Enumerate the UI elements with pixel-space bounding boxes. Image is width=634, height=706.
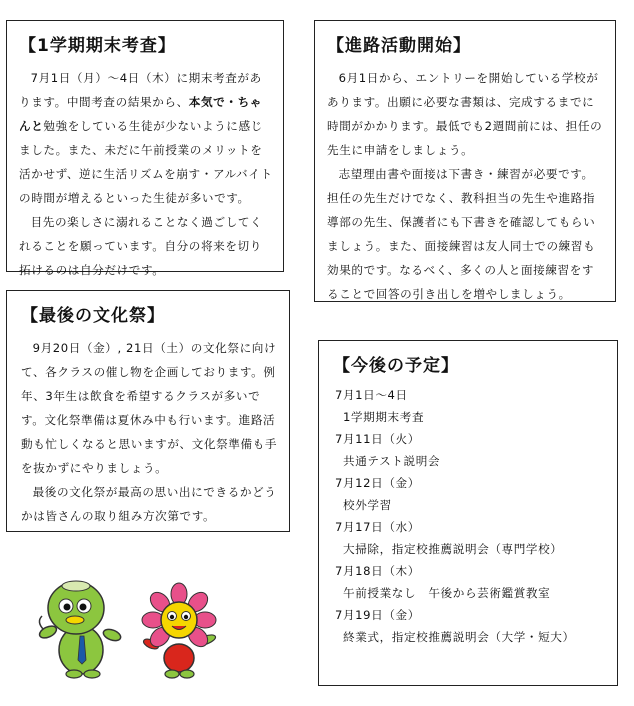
midterm-exam-paragraph-2: 目先の楽しさに溺れることなく過ごしてくれることを願っています。自分の将来を切り拓けるのは自分だけです。 — [19, 215, 263, 277]
schedule-event: 大掃除，指定校推薦説明会（専門学校） — [343, 542, 563, 556]
schedule-date: 7月1日～4日 — [335, 388, 408, 402]
schedule-section — [318, 340, 618, 686]
culture-festival-title: 【最後の文化祭】 — [21, 306, 165, 326]
mascots-svg — [36, 580, 226, 680]
midterm-exam-text-1a: 7月1日（月）～4日（木）に期末考査があります。中間考査の結果から、 — [19, 71, 262, 109]
schedule-date: 7月17日（水） — [335, 520, 420, 534]
schedule-date: 7月18日（木） — [335, 564, 420, 578]
schedule-date: 7月12日（金） — [335, 476, 420, 490]
schedule-event: 共通テスト説明会 — [343, 454, 441, 468]
culture-festival-section — [6, 290, 290, 532]
midterm-exam-text-1b: 勉強をしている生徒が少ないように感じました。また、未だに午前授業のメリットを活かせず、逆に生活リズムを崩す・アルバイトの時間が増えるといった生徒が多いです。 — [19, 119, 273, 205]
midterm-exam-section — [6, 20, 284, 277]
career-activity-paragraph-1: 6月1日から、エントリーを開始している学校があります。出願に必要な書類は、完成するまでに時間がかかります。最低でも2週間前には、担任の先生に申請をしましょう。 — [327, 71, 603, 157]
schedule-title: 【今後の予定】 — [333, 356, 459, 376]
career-activity-title: 【進路活動開始】 — [327, 36, 471, 56]
mascot-illustrations — [36, 580, 226, 680]
schedule-date: 7月11日（火） — [335, 432, 420, 446]
career-activity-section — [314, 20, 616, 302]
schedule-list — [333, 384, 607, 648]
midterm-exam-emphasis: 本気で・ちゃんと — [19, 95, 262, 133]
midterm-exam-paragraph-1 — [19, 66, 273, 210]
schedule-event: 終業式，指定校推薦説明会（大学・短大） — [343, 630, 575, 644]
kappa-mascot-icon — [38, 581, 122, 678]
midterm-exam-title: 【1学期期末考査】 — [19, 36, 176, 56]
flower-mascot-icon — [142, 583, 217, 678]
schedule-date: 7月19日（金） — [335, 608, 420, 622]
schedule-event: 1学期期末考査 — [343, 410, 425, 424]
career-activity-paragraph-2: 志望理由書や面接は下書き・練習が必要です。担任の先生だけでなく、教科担当の先生や進路指導部の先生、保護者にも下書きを確認してもらいましょう。また、面接練習は友人同士での練習も効果的です。なるべく、多くの人と面接練習をすることで回答の引き出しを増やしましょう。 — [327, 167, 596, 301]
culture-festival-paragraph-1: 9月20日（金）, 21日（土）の文化祭に向けて、各クラスの催し物を企画しております。例年、3年生は飲食を希望するクラスが多いです。文化祭準備は夏休み中も行います。進路活動も忙しくなると思いますが、文化祭準備も手を抜かずにやりましょう。 — [21, 341, 278, 475]
schedule-event: 午前授業なし 午後から芸術鑑賞教室 — [343, 586, 551, 600]
schedule-event: 校外学習 — [343, 498, 392, 512]
culture-festival-paragraph-2: 最後の文化祭が最高の思い出にできるかどうかは皆さんの取り組み方次第です。 — [21, 485, 277, 523]
